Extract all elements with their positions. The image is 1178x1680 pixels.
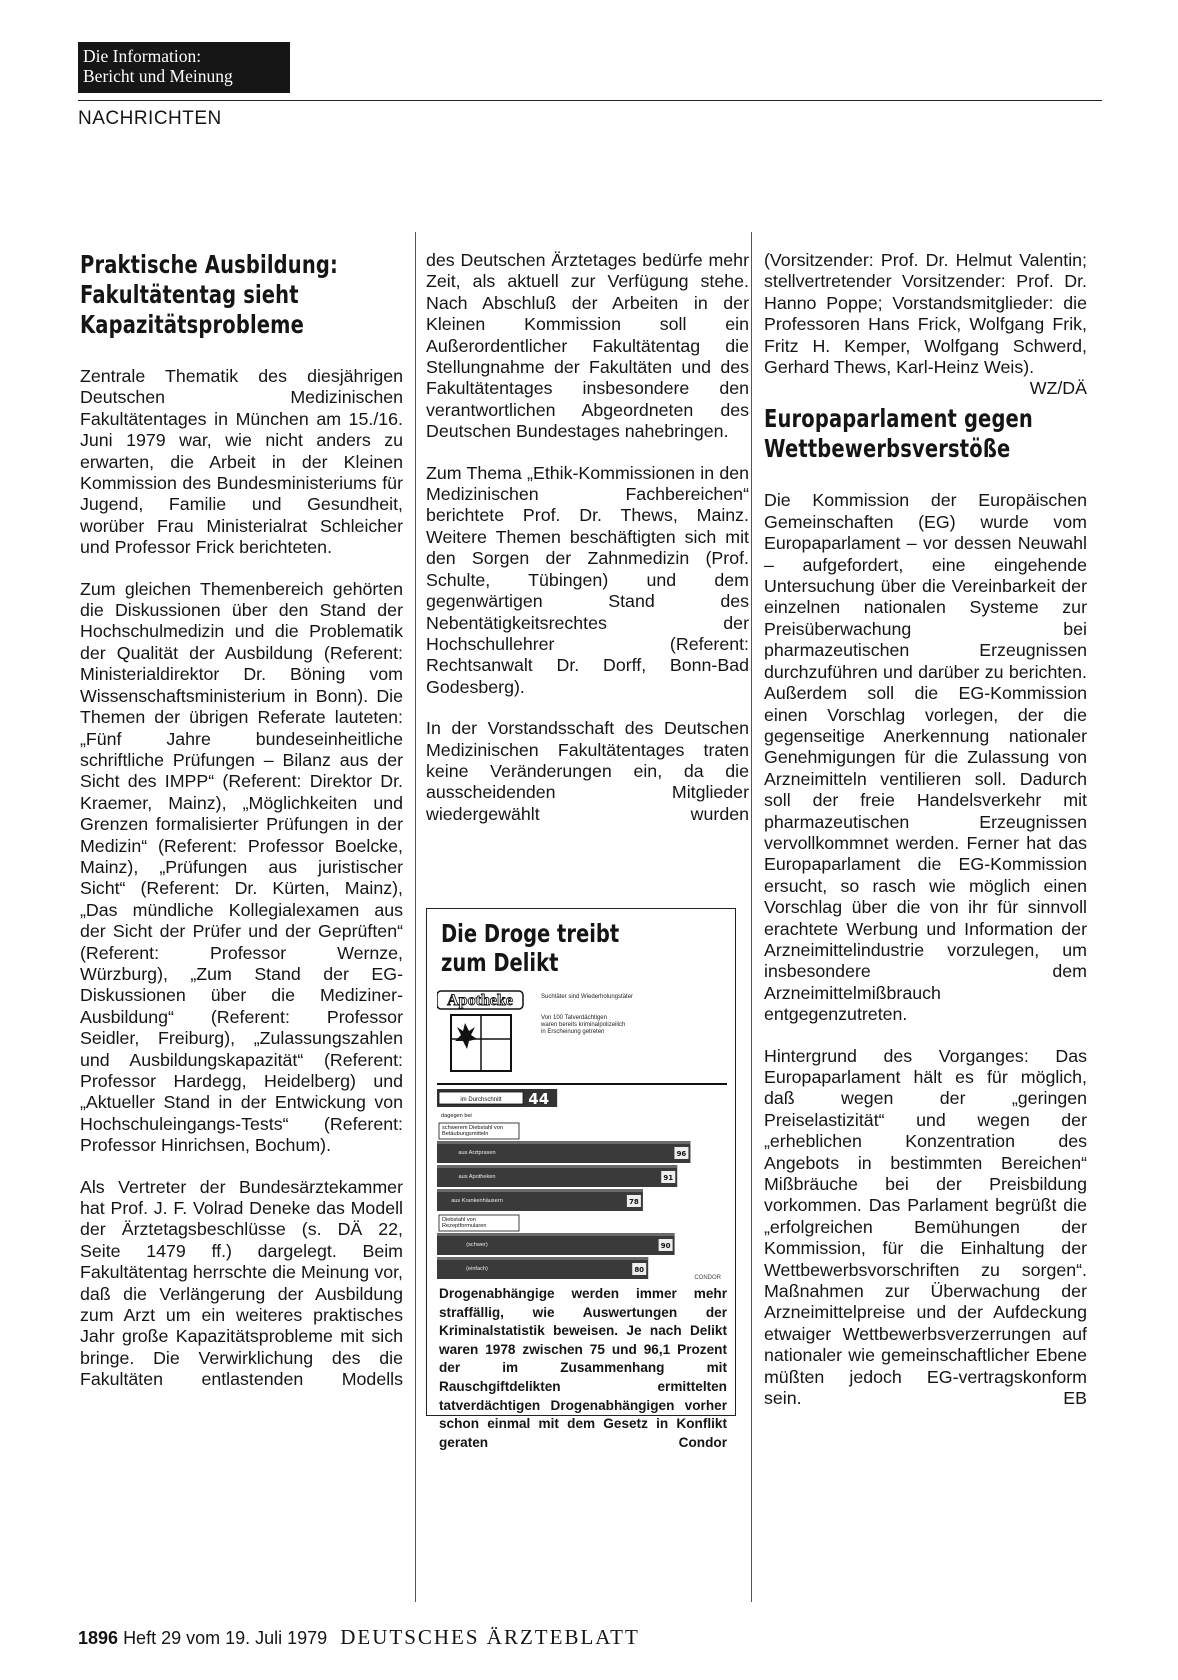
article-1-paragraph: Zentrale Thematik des diesjährigen Deutschen Medizinischen Fakultätentages in München am 15./16. Juni 1979 war, wie nicht anders zu erwarten, die Arbeit in der Kleinen Kommission des Bundesministeriums für Jugend, Familie und Gesundheit, worüber Frau Ministerialrat Schleicher und Professor Frick berichteten. xyxy=(80,366,403,558)
chart-credit: CONDOR xyxy=(694,1275,721,1281)
column-2 xyxy=(426,250,749,845)
bar-value: 80 xyxy=(634,1266,645,1274)
infobox-caption-credit: Condor xyxy=(678,1434,727,1450)
bar-label: aus Krankenhäusern xyxy=(451,1198,503,1204)
bar-highlight xyxy=(437,1257,648,1260)
page-footer xyxy=(78,1625,640,1650)
infobox-title-line2: zum Delikt xyxy=(441,948,559,977)
article-1-headline: Praktische Ausbildung: Fakultätentag sieht Kapazitätsprobleme xyxy=(80,250,338,339)
column-divider-1 xyxy=(415,232,416,1602)
article-1-signature: WZ/DÄ xyxy=(1029,378,1087,399)
header-rule xyxy=(78,100,1102,101)
article-2-text: Hintergrund des Vorganges: Das Europaparlament hält es für möglich, daß wegen der „geringen Preiselastizität“ und wegen der „erheblichen Konzentration des Angebots in bestimmten Bereichen“ Mißbräuche bei der Preisbildung vorkommen. Das Parlament begrüßt die „erfolgreichen Bemühungen der Kommission, für die Einhaltung der Wettbewerbsvorschriften zu sorgen“. Maßnahmen zur Überwachung der Arzneimittelpreise und der Aufdeckung etwaiger Wettbewerbsverzerrungen auf nationaler wie gemeinschaftlicher Ebene müßten jedoch EG-vertragskonform sein. xyxy=(764,1045,1087,1409)
apotheke-sign-text: Apotheke xyxy=(447,992,513,1009)
bar-average-label: im Durchschnitt xyxy=(460,1097,502,1103)
contrast-label: dagegen bei xyxy=(441,1113,472,1119)
infobox-caption xyxy=(439,1285,727,1452)
infobox-title-line1: Die Droge treibt xyxy=(441,919,620,948)
section-label: NACHRICHTEN xyxy=(78,108,222,129)
article-2-paragraph: Die Kommission der Europäischen Gemeinschaften (EG) wurde vom Europaparlament – vor dessen Neuwahl – aufgefordert, eine eingehende Untersuchung über die Vereinbarkeit der einzelnen nationalen Systeme zur Preisüberwachung bei pharmazeutischen Erzeugnissen durchzuführen und darüber zu berichten. Außerdem soll die EG-Kommission einen Vorschlag vorlegen, der die gegenseitige Anerkennung nationaler Genehmigungen für die Zulassung von Arzneimitteln ventilieren soll. Dadurch soll der freie Handelsverkehr mit pharmazeutischen Erzeugnissen vervollkommnet werden. Ferner hat das Europaparlament die EG-Kommission ersucht, so rasch wie möglich einen Vorschlag über die von ihr für sinnvoll erachtete Werbung und Information der Arzneimittelindustrie vorzulegen, um insbesondere dem Arzneimittelmißbrauch entgegenzutreten. xyxy=(764,490,1087,1025)
bar-average-value: 44 xyxy=(528,1090,550,1108)
bar-label: aus Arztpraxen xyxy=(458,1150,496,1156)
bar-highlight xyxy=(437,1233,675,1236)
page-number: 1896 xyxy=(78,1628,119,1648)
bar-value: 91 xyxy=(663,1174,674,1182)
group-label: Diebstahl von Rezeptformularen xyxy=(442,1217,487,1229)
bar-value: 78 xyxy=(629,1198,639,1206)
department-header-line2: Bericht und Meinung xyxy=(83,66,233,86)
column-3 xyxy=(764,250,1087,1430)
article-1-paragraph: Zum gleichen Themenbereich gehörten die Diskussionen über den Stand der Hochschulmedizin und die Problematik der Qualität der Ausbildung (Referent: Ministerialdirektor Dr. Böning vom Wissenschaftsministerium in Bonn). Die Themen der übrigen Referate lauteten: „Fünf Jahre bundeseinheitliche schriftliche Prüfungen – Bilanz aus der Sicht des IMPP“ (Referent: Direktor Dr. Kraemer, Mainz), „Möglichkeiten und Grenzen formalisierter Prüfungen in der Medizin“ (Referent: Professor Boelcke, Mainz), „Prüfungen aus juristischer Sicht“ (Referent: Dr. Kürten, Mainz), „Das mündliche Kollegialexamen aus der Sicht der Prüfer und der Geprüften“ (Referent: Professor Wernze, Würzburg), „Zum Stand der EG-Diskussionen über die Mediziner-Ausbildung“ (Referent: Professor Seidler, Freiburg), „Zulassungszahlen und Ausbildungskapazität“ (Referent: Professor Hardegg, Heidelberg) und „Aktueller Stand in der Entwickung von Hochschuleingangs-Tests“ (Referent: Professor Hinrichsen, Bochum). xyxy=(80,578,403,1156)
department-header xyxy=(78,42,290,93)
article-1-paragraph: In der Vorstandsschaft des Deutschen Medizinischen Fakultätentages traten keine Veränderungen ein, da die ausscheidenden Mitglieder wiedergewählt wurden xyxy=(426,718,749,824)
article-1-paragraph: Als Vertreter der Bundesärztekammer hat Prof. J. F. Volrad Deneke das Modell der Ärztetagsbeschlüsse (s. DÄ 22, Seite 1479 ff.) dargelegt. Beim Fakultätentag herrschte die Meinung vor, daß die Verlängerung der Ausbildung zum Arzt um ein weiteres praktisches Jahr große Kapazitätsprobleme mit sich bringe. Die Verwirklichung des die Fakultäten entlastenden Modells xyxy=(80,1176,403,1390)
infobox xyxy=(426,908,736,1450)
chart-note: Von 100 Tatverdächtigen waren bereits kriminalpolizeilich in Erscheinung getreten xyxy=(541,1015,626,1035)
column-1 xyxy=(80,250,403,1411)
bar-value: 90 xyxy=(660,1242,671,1250)
department-header-line1: Die Information: xyxy=(83,46,202,66)
article-2-headline: Europaparlament gegen Wettbewerbsverstöße xyxy=(764,404,1033,464)
article-1-paragraph: des Deutschen Ärztetages bedürfe mehr Zeit, als aktuell zur Verfügung stehe. Nach Abschluß der Arbeiten in der Kleinen Kommission soll ein Außerordentlicher Fakultätentag die Stellungnahme der Fakultäten und des Fakultätentages insbesondere den verantwortlichen Abgeordneten des Deutschen Bundestages nahebringen. xyxy=(426,250,749,442)
drug-crime-chart xyxy=(437,989,727,1281)
bar-label: (schwer) xyxy=(466,1242,488,1248)
article-2-paragraph xyxy=(764,1046,1087,1410)
bar-group xyxy=(437,1089,690,1281)
article-2-signature: EB xyxy=(1063,1388,1087,1409)
group-label: schwerem Diebstahl von Betäubungsmitteln xyxy=(442,1125,503,1137)
publication-name: DEUTSCHES ÄRZTEBLATT xyxy=(340,1625,640,1649)
column-divider-2 xyxy=(751,232,752,1602)
bar-label: (einfach) xyxy=(466,1266,488,1272)
bar-value: 96 xyxy=(676,1150,687,1158)
bar-highlight xyxy=(437,1165,677,1168)
issue-info: Heft 29 vom 19. Juli 1979 xyxy=(123,1628,328,1648)
infobox-caption-text: Drogenabhängige werden immer mehr straffällig, wie Auswertungen der Kriminalstatistik beweisen. Je nach Delikt waren 1978 zwischen 75 und 96,1 Prozent der im Zusammenhang mit Rauschgiftdelikten ermittelten tatverdächtigen Drogenabhängigen vorher schon einmal mit dem Gesetz in Konflikt geraten xyxy=(439,1286,727,1450)
chart-subtitle: Suchtäter sind Wiederholungstäter xyxy=(541,994,634,1000)
infobox-title xyxy=(441,919,749,977)
bar-highlight xyxy=(437,1189,643,1192)
article-1-text: (Vorsitzender: Prof. Dr. Helmut Valentin; stellvertretender Vorsitzender: Prof. Dr. Hanno Poppe; Vorstandsmitglieder: die Professoren Hans Frick, Wolfgang Frik, Fritz H. Kemper, Wolfgang Schwerd, Gerhard Thews, Karl-Heinz Weis). xyxy=(764,250,1087,378)
bar-label: aus Apotheken xyxy=(458,1174,496,1180)
article-1-paragraph: Zum Thema „Ethik-Kommissionen in den Medizinischen Fachbereichen“ berichtete Prof. Dr. Thews, Mainz. Weitere Themen beschäftigten sich mit den Sorgen der Zahnmedizin (Prof. Schulte, Tübingen) und dem gegenwärtigen Stand des Nebentätigkeitsrechtes der Hochschullehrer (Referent: Rechtsanwalt Dr. Dorff, Bonn-Bad Godesberg). xyxy=(426,462,749,697)
bar-highlight xyxy=(437,1141,690,1144)
article-1-paragraph xyxy=(764,250,1087,399)
